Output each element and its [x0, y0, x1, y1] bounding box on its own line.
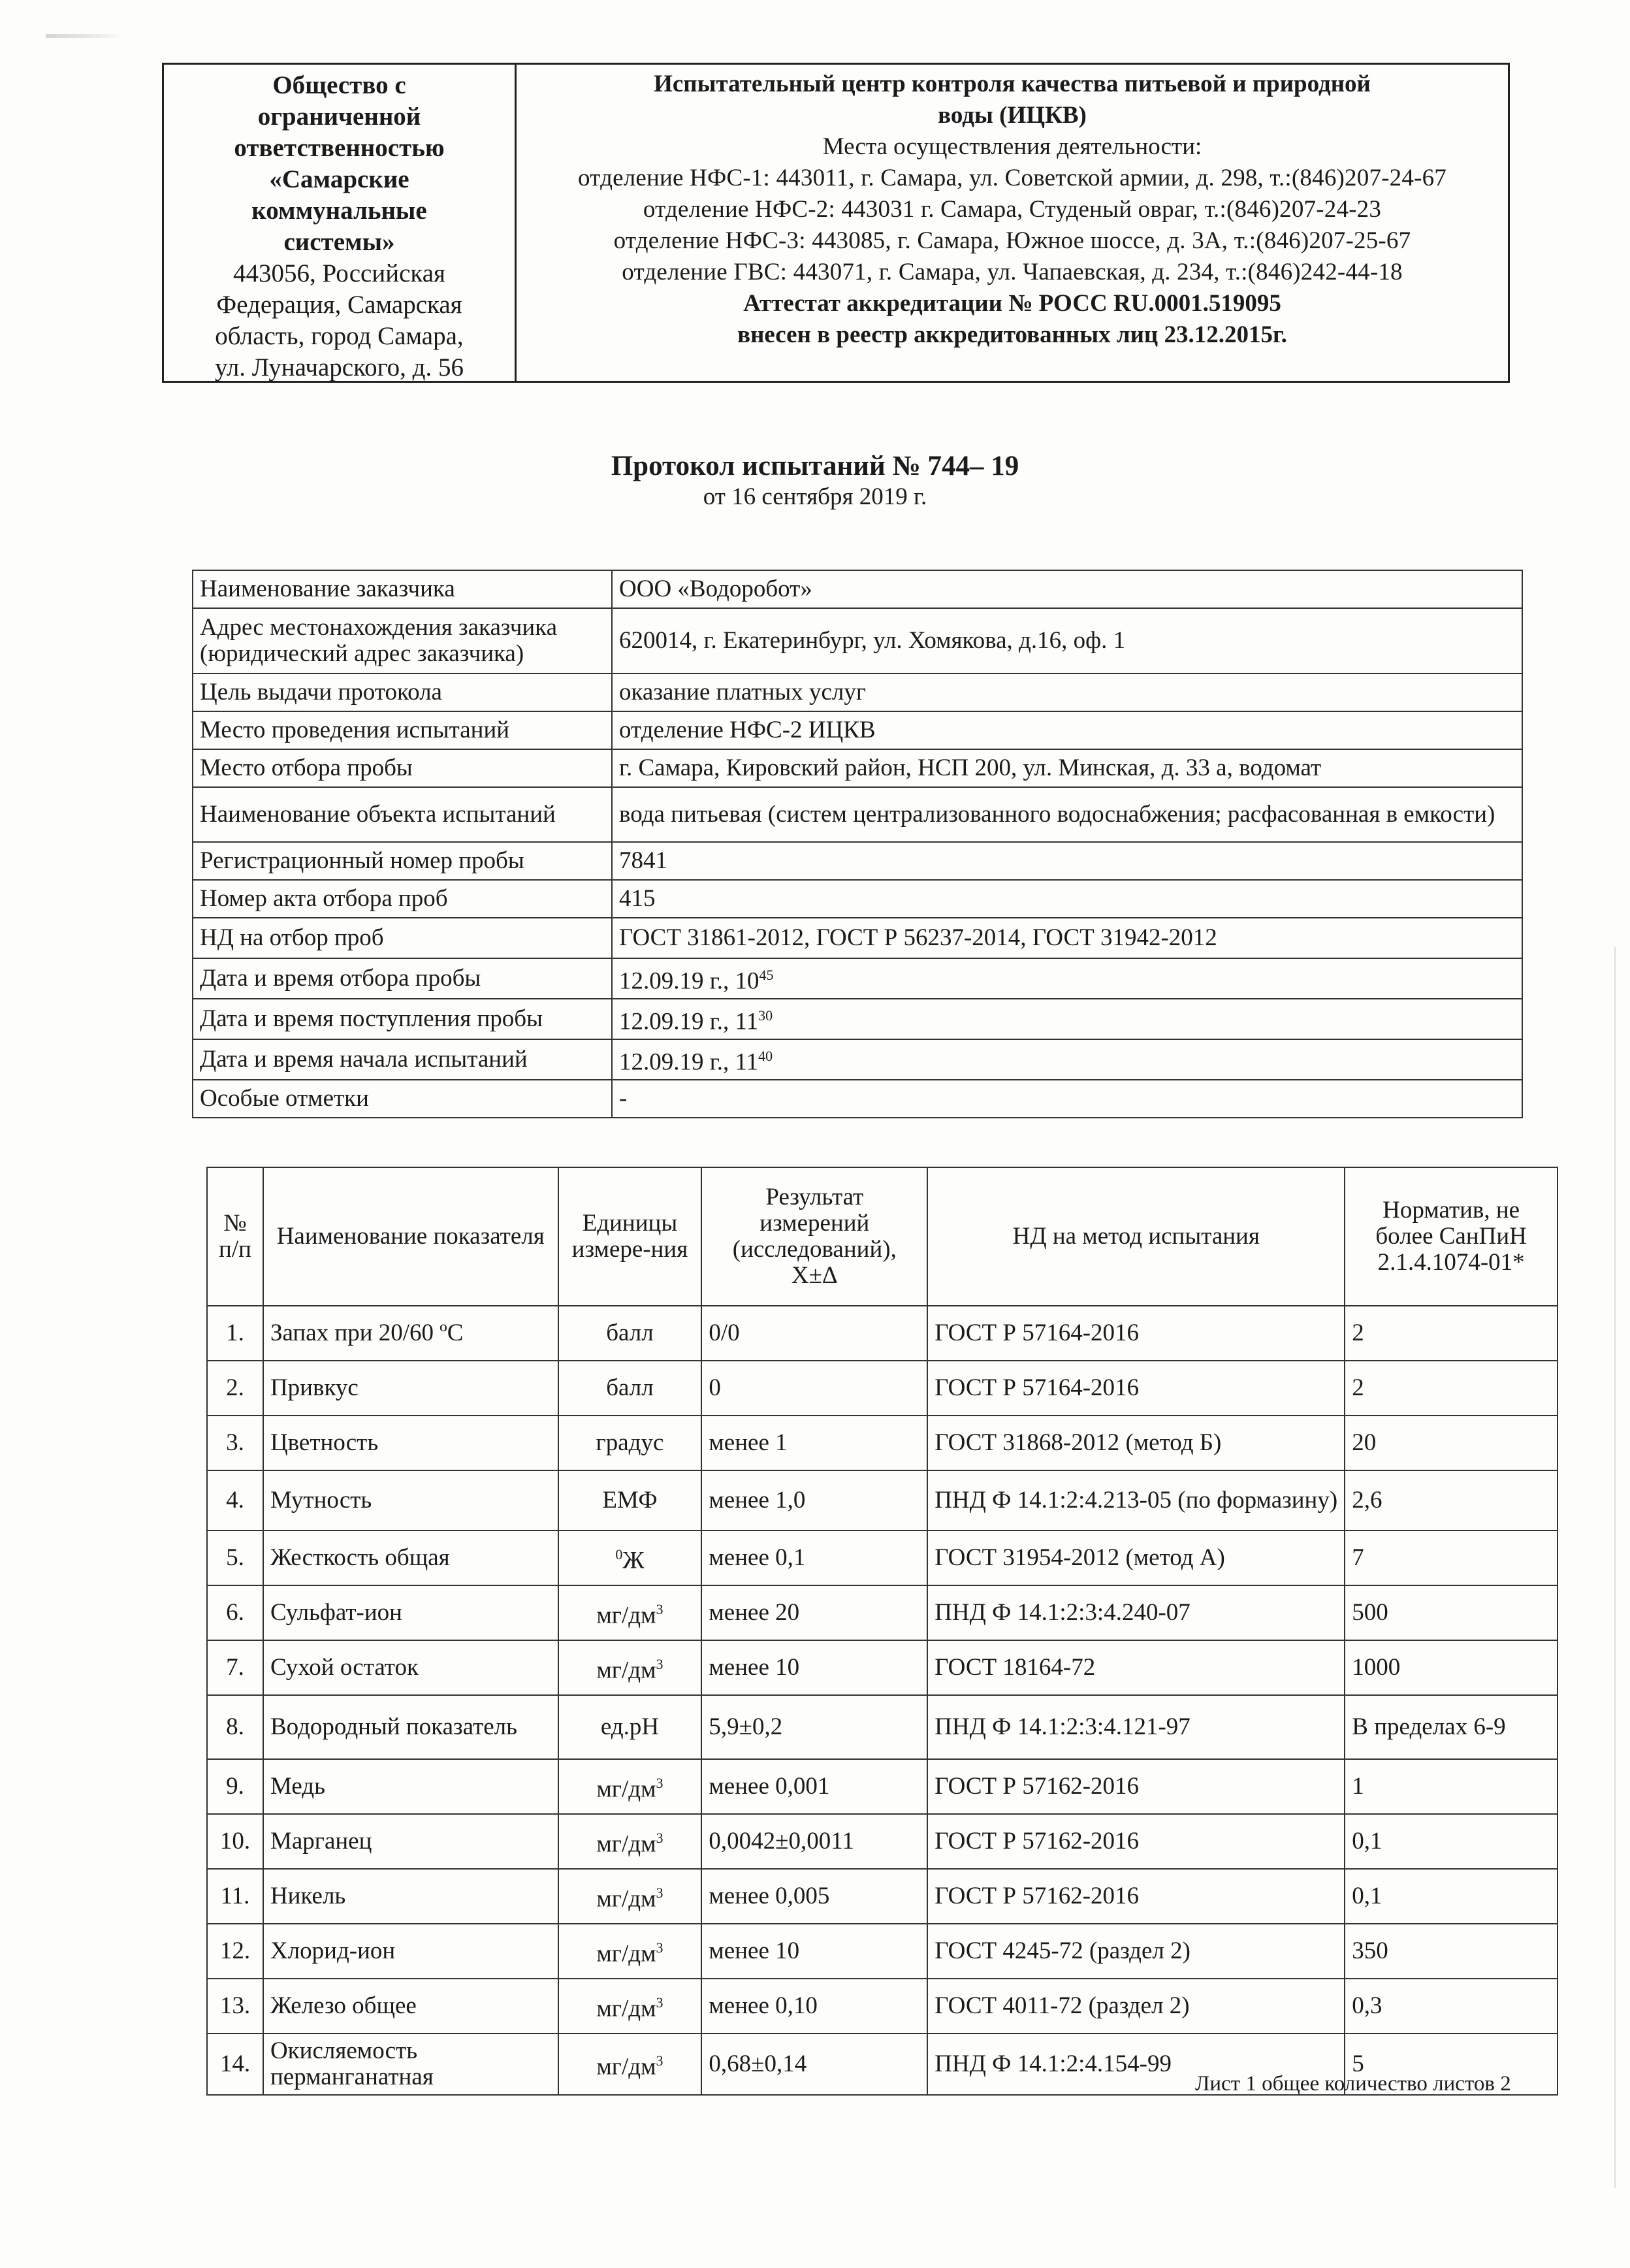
unit-cell: [558, 1695, 702, 1759]
info-value-text: ГОСТ 31861-2012, ГОСТ Р 56237-2014, ГОСТ 31942-2012: [619, 924, 1217, 951]
indicator-name: Никель: [263, 1869, 558, 1924]
time-minutes: 40: [758, 1048, 773, 1065]
info-value: [612, 918, 1522, 958]
unit-cell: [558, 1924, 702, 1979]
norm-value: 0,1: [1345, 1869, 1558, 1924]
info-value: [612, 787, 1522, 842]
info-label: Наименование заказчика: [193, 570, 612, 608]
unit-cell: [558, 1814, 702, 1869]
test-method: ПНД Ф 14.1:2:4.213-05 (по формазину): [927, 1470, 1345, 1531]
unit-cell: [558, 1759, 702, 1814]
row-number: 8.: [207, 1695, 263, 1759]
info-row: [193, 608, 1522, 673]
info-row: [193, 749, 1522, 787]
norm-value: 2: [1345, 1306, 1558, 1361]
testing-center-block: [517, 65, 1508, 381]
results-row: [207, 1470, 1558, 1531]
organization-block: [164, 65, 517, 381]
test-method: ГОСТ 31954-2012 (метод А): [927, 1531, 1345, 1585]
org-name-line: «Самарские: [269, 165, 409, 193]
org-address: [170, 258, 508, 383]
norm-value: В пределах 6-9: [1345, 1695, 1558, 1759]
unit-text: балл: [606, 1320, 654, 1346]
indicator-name: Цветность: [263, 1416, 558, 1470]
center-title: Испытательный центр контроля качества питьевой и природной: [654, 71, 1371, 97]
unit-text: мг/дм: [596, 1657, 656, 1684]
unit-text: мг/дм: [596, 1940, 656, 1968]
col-header-unit: Единицы измере-ния: [558, 1167, 702, 1306]
norm-value: 2: [1345, 1361, 1558, 1416]
unit-cell: [558, 1416, 702, 1470]
org-name-line: ограниченной: [257, 103, 421, 131]
row-number: 13.: [207, 1979, 263, 2033]
measured-result: менее 20: [701, 1585, 927, 1640]
row-number: 2.: [207, 1361, 263, 1416]
col-header-result: Результат измерений (исследований), X±Δ: [701, 1167, 927, 1306]
info-value: [612, 958, 1522, 999]
results-row: [207, 1585, 1558, 1640]
test-method: ПНД Ф 14.1:2:3:4.240-07: [927, 1585, 1345, 1640]
unit-exponent: 3: [656, 1601, 663, 1618]
norm-value: 1000: [1345, 1640, 1558, 1695]
test-method: ГОСТ 4245-72 (раздел 2): [927, 1924, 1345, 1979]
info-row: [193, 570, 1522, 608]
info-label: Номер акта отбора проб: [193, 880, 612, 918]
unit-exponent: 3: [656, 1939, 663, 1956]
results-row: [207, 1416, 1558, 1470]
unit-text: Ж: [622, 1547, 645, 1574]
time-minutes: 45: [759, 967, 774, 984]
unit-exponent: 3: [656, 1775, 663, 1792]
info-value: [612, 1080, 1522, 1118]
row-number: 10.: [207, 1814, 263, 1869]
info-label: Дата и время начала испытаний: [193, 1039, 612, 1080]
indicator-name: Сульфат-ион: [263, 1585, 558, 1640]
results-row: [207, 1979, 1558, 2033]
row-number: 6.: [207, 1585, 263, 1640]
col-header-num: № п/п: [207, 1167, 263, 1306]
info-value-text: оказание платных услуг: [619, 679, 867, 705]
info-row: [193, 711, 1522, 749]
results-row: [207, 1640, 1558, 1695]
page-footer: Лист 1 общее количество листов 2: [1195, 2072, 1511, 2096]
results-row: [207, 1695, 1558, 1759]
test-method: ГОСТ 18164-72: [927, 1640, 1345, 1695]
norm-value: 2,6: [1345, 1470, 1558, 1531]
measured-result: менее 0,1: [701, 1531, 927, 1585]
info-row: [193, 1039, 1522, 1080]
results-row: [207, 1814, 1558, 1869]
org-name-line: Общество с: [272, 71, 406, 99]
unit-cell: [558, 1531, 702, 1585]
indicator-name: Хлорид-ион: [263, 1924, 558, 1979]
unit-text: ед.рН: [600, 1713, 660, 1740]
results-row: [207, 1869, 1558, 1924]
unit-cell: [558, 1869, 702, 1924]
info-value-text: ООО «Водоробот»: [619, 575, 812, 602]
info-row: [193, 999, 1522, 1039]
org-name-line: ответственностью: [234, 134, 445, 162]
info-value: [612, 1039, 1522, 1080]
row-number: 14.: [207, 2033, 263, 2095]
branch-gvs: отделение ГВС: 443071, г. Самара, ул. Чапаевская, д. 234, т.:(846)242-44-18: [622, 259, 1403, 285]
org-address-line: Федерация, Самарская: [216, 291, 462, 319]
unit-text: ЕМФ: [602, 1487, 658, 1514]
unit-text: мг/дм: [596, 1775, 656, 1803]
test-method: ГОСТ 31868-2012 (метод Б): [927, 1416, 1345, 1470]
indicator-name: Железо общее: [263, 1979, 558, 2033]
info-row: [193, 787, 1522, 842]
info-label: Регистрационный номер пробы: [193, 842, 612, 880]
info-value-text: 12.09.19 г., 11: [619, 1008, 759, 1035]
info-row: [193, 918, 1522, 958]
info-value: [612, 673, 1522, 711]
info-value-text: отделение НФС-2 ИЦКВ: [619, 717, 876, 743]
unit-cell: [558, 1585, 702, 1640]
info-row: [193, 673, 1522, 711]
test-method: ГОСТ Р 57162-2016: [927, 1814, 1345, 1869]
protocol-date: от 16 сентября 2019 г.: [703, 483, 927, 510]
indicator-name: Сухой остаток: [263, 1640, 558, 1695]
sample-info-table: [192, 570, 1523, 1118]
unit-text: мг/дм: [596, 1830, 656, 1858]
norm-value: 0,3: [1345, 1979, 1558, 2033]
norm-value: 5: [1345, 2033, 1558, 2095]
info-value-text: -: [619, 1085, 628, 1112]
test-method: ГОСТ Р 57162-2016: [927, 1869, 1345, 1924]
results-row: [207, 1759, 1558, 1814]
measured-result: менее 10: [701, 1640, 927, 1695]
unit-exponent: 3: [656, 2052, 663, 2069]
protocol-title: Протокол испытаний № 744– 19: [611, 451, 1019, 481]
measured-result: менее 1,0: [701, 1470, 927, 1531]
info-value: [612, 880, 1522, 918]
unit-exponent: 3: [656, 1885, 663, 1902]
measured-result: 5,9±0,2: [701, 1695, 927, 1759]
test-method: ПНД Ф 14.1:2:4.154-99: [927, 2033, 1345, 2095]
info-row: [193, 880, 1522, 918]
test-method: ГОСТ Р 57162-2016: [927, 1759, 1345, 1814]
unit-prefix: 0: [615, 1546, 623, 1563]
test-method: ГОСТ Р 57164-2016: [927, 1306, 1345, 1361]
info-label: Дата и время отбора пробы: [193, 958, 612, 999]
info-label: Особые отметки: [193, 1080, 612, 1118]
info-label: Место проведения испытаний: [193, 711, 612, 749]
norm-value: 0,1: [1345, 1814, 1558, 1869]
indicator-name: Медь: [263, 1759, 558, 1814]
measured-result: 0,68±0,14: [701, 2033, 927, 2095]
results-row: [207, 1924, 1558, 1979]
scan-artifact: [46, 34, 124, 38]
row-number: 1.: [207, 1306, 263, 1361]
row-number: 4.: [207, 1470, 263, 1531]
row-number: 9.: [207, 1759, 263, 1814]
info-row: [193, 1080, 1522, 1118]
unit-text: мг/дм: [596, 1602, 656, 1629]
col-header-norm: Норматив, не более СанПиН 2.1.4.1074-01*: [1345, 1167, 1558, 1306]
measured-result: 0: [701, 1361, 927, 1416]
indicator-name: Мутность: [263, 1470, 558, 1531]
measured-result: менее 0,10: [701, 1979, 927, 2033]
measured-result: менее 10: [701, 1924, 927, 1979]
org-name: [170, 70, 508, 258]
info-value-text: 12.09.19 г., 10: [619, 967, 759, 995]
unit-exponent: 3: [656, 1830, 663, 1847]
branch-nfs3: отделение НФС-3: 443085, г. Самара, Южное шоссе, д. 3А, т.:(846)207-25-67: [613, 227, 1411, 254]
measured-result: менее 0,005: [701, 1869, 927, 1924]
info-row: [193, 842, 1522, 880]
unit-text: мг/дм: [596, 1995, 656, 2022]
measured-result: менее 0,001: [701, 1759, 927, 1814]
measured-result: менее 1: [701, 1416, 927, 1470]
unit-text: мг/дм: [596, 1885, 656, 1913]
info-value: [612, 608, 1522, 673]
registry-line: внесен в реестр аккредитованных лиц 23.12.2015г.: [737, 321, 1287, 348]
test-method: ПНД Ф 14.1:2:3:4.121-97: [927, 1695, 1345, 1759]
info-label: Цель выдачи протокола: [193, 673, 612, 711]
info-value-text: 415: [619, 885, 656, 912]
results-row: [207, 1531, 1558, 1585]
unit-cell: [558, 1306, 702, 1361]
unit-cell: [558, 2033, 702, 2095]
test-method: ГОСТ 4011-72 (раздел 2): [927, 1979, 1345, 2033]
info-value-text: вода питьевая (систем централизованного водоснабжения; расфасованная в емкости): [619, 801, 1495, 828]
accreditation-line: Аттестат аккредитации № РОСС RU.0001.519095: [743, 290, 1281, 317]
norm-value: 20: [1345, 1416, 1558, 1470]
info-value-text: 7841: [619, 847, 667, 874]
info-label: Адрес местонахождения заказчика (юридический адрес заказчика): [193, 608, 612, 673]
info-row: [193, 958, 1522, 999]
org-address-line: 443056, Российская: [233, 259, 445, 287]
norm-value: 7: [1345, 1531, 1558, 1585]
scan-edge-line: [1614, 947, 1616, 2188]
center-title-cont: воды (ИЦКВ): [938, 102, 1087, 129]
info-value: [612, 749, 1522, 787]
org-address-line: область, город Самара,: [215, 322, 464, 350]
time-minutes: 30: [758, 1007, 773, 1024]
indicator-name: Привкус: [263, 1361, 558, 1416]
indicator-name: Окисляемость перманганатная: [263, 2033, 558, 2095]
branch-nfs1: отделение НФС-1: 443011, г. Самара, ул. Советской армии, д. 298, т.:(846)207-24-67: [577, 165, 1446, 191]
indicator-name: Марганец: [263, 1814, 558, 1869]
unit-cell: [558, 1361, 702, 1416]
row-number: 3.: [207, 1416, 263, 1470]
branch-nfs2: отделение НФС-2: 443031 г. Самара, Студеный овраг, т.:(846)207-24-23: [643, 196, 1382, 223]
results-row: [207, 1361, 1558, 1416]
row-number: 11.: [207, 1869, 263, 1924]
row-number: 7.: [207, 1640, 263, 1695]
results-row: [207, 1306, 1558, 1361]
info-value: [612, 711, 1522, 749]
col-header-method: НД на метод испытания: [927, 1167, 1345, 1306]
unit-cell: [558, 1640, 702, 1695]
indicator-name: Жесткость общая: [263, 1531, 558, 1585]
info-label: Дата и время поступления пробы: [193, 999, 612, 1039]
col-header-name: Наименование показателя: [263, 1167, 558, 1306]
info-value-text: г. Самара, Кировский район, НСП 200, ул. Минская, д. 33 а, водомат: [619, 754, 1322, 781]
measured-result: 0/0: [701, 1306, 927, 1361]
org-address-line: ул. Луначарского, д. 56: [215, 353, 464, 381]
results-header-row: [207, 1167, 1558, 1306]
info-value-text: 620014, г. Екатеринбург, ул. Хомякова, д.16, оф. 1: [619, 627, 1126, 654]
unit-cell: [558, 1979, 702, 2033]
info-value: [612, 842, 1522, 880]
info-value: [612, 570, 1522, 608]
org-name-line: коммунальные: [251, 197, 427, 225]
places-label: Места осуществления деятельности:: [822, 133, 1202, 160]
unit-exponent: 3: [656, 1994, 663, 2011]
info-label: НД на отбор проб: [193, 918, 612, 958]
norm-value: 1: [1345, 1759, 1558, 1814]
indicator-name: Водородный показатель: [263, 1695, 558, 1759]
info-value: [612, 999, 1522, 1039]
info-value-text: 12.09.19 г., 11: [619, 1048, 759, 1076]
info-label: Место отбора пробы: [193, 749, 612, 787]
letterhead-box: [162, 63, 1510, 383]
info-label: Наименование объекта испытаний: [193, 787, 612, 842]
org-name-line: системы»: [283, 228, 395, 256]
results-table: [206, 1167, 1558, 2096]
unit-text: градус: [596, 1429, 664, 1456]
unit-text: мг/дм: [596, 2053, 656, 2081]
norm-value: 350: [1345, 1924, 1558, 1979]
measured-result: 0,0042±0,0011: [701, 1814, 927, 1869]
norm-value: 500: [1345, 1585, 1558, 1640]
row-number: 12.: [207, 1924, 263, 1979]
row-number: 5.: [207, 1531, 263, 1585]
unit-text: балл: [606, 1374, 654, 1401]
unit-exponent: 3: [656, 1656, 663, 1673]
indicator-name: Запах при 20/60 ºС: [263, 1306, 558, 1361]
test-method: ГОСТ Р 57164-2016: [927, 1361, 1345, 1416]
unit-cell: [558, 1470, 702, 1531]
